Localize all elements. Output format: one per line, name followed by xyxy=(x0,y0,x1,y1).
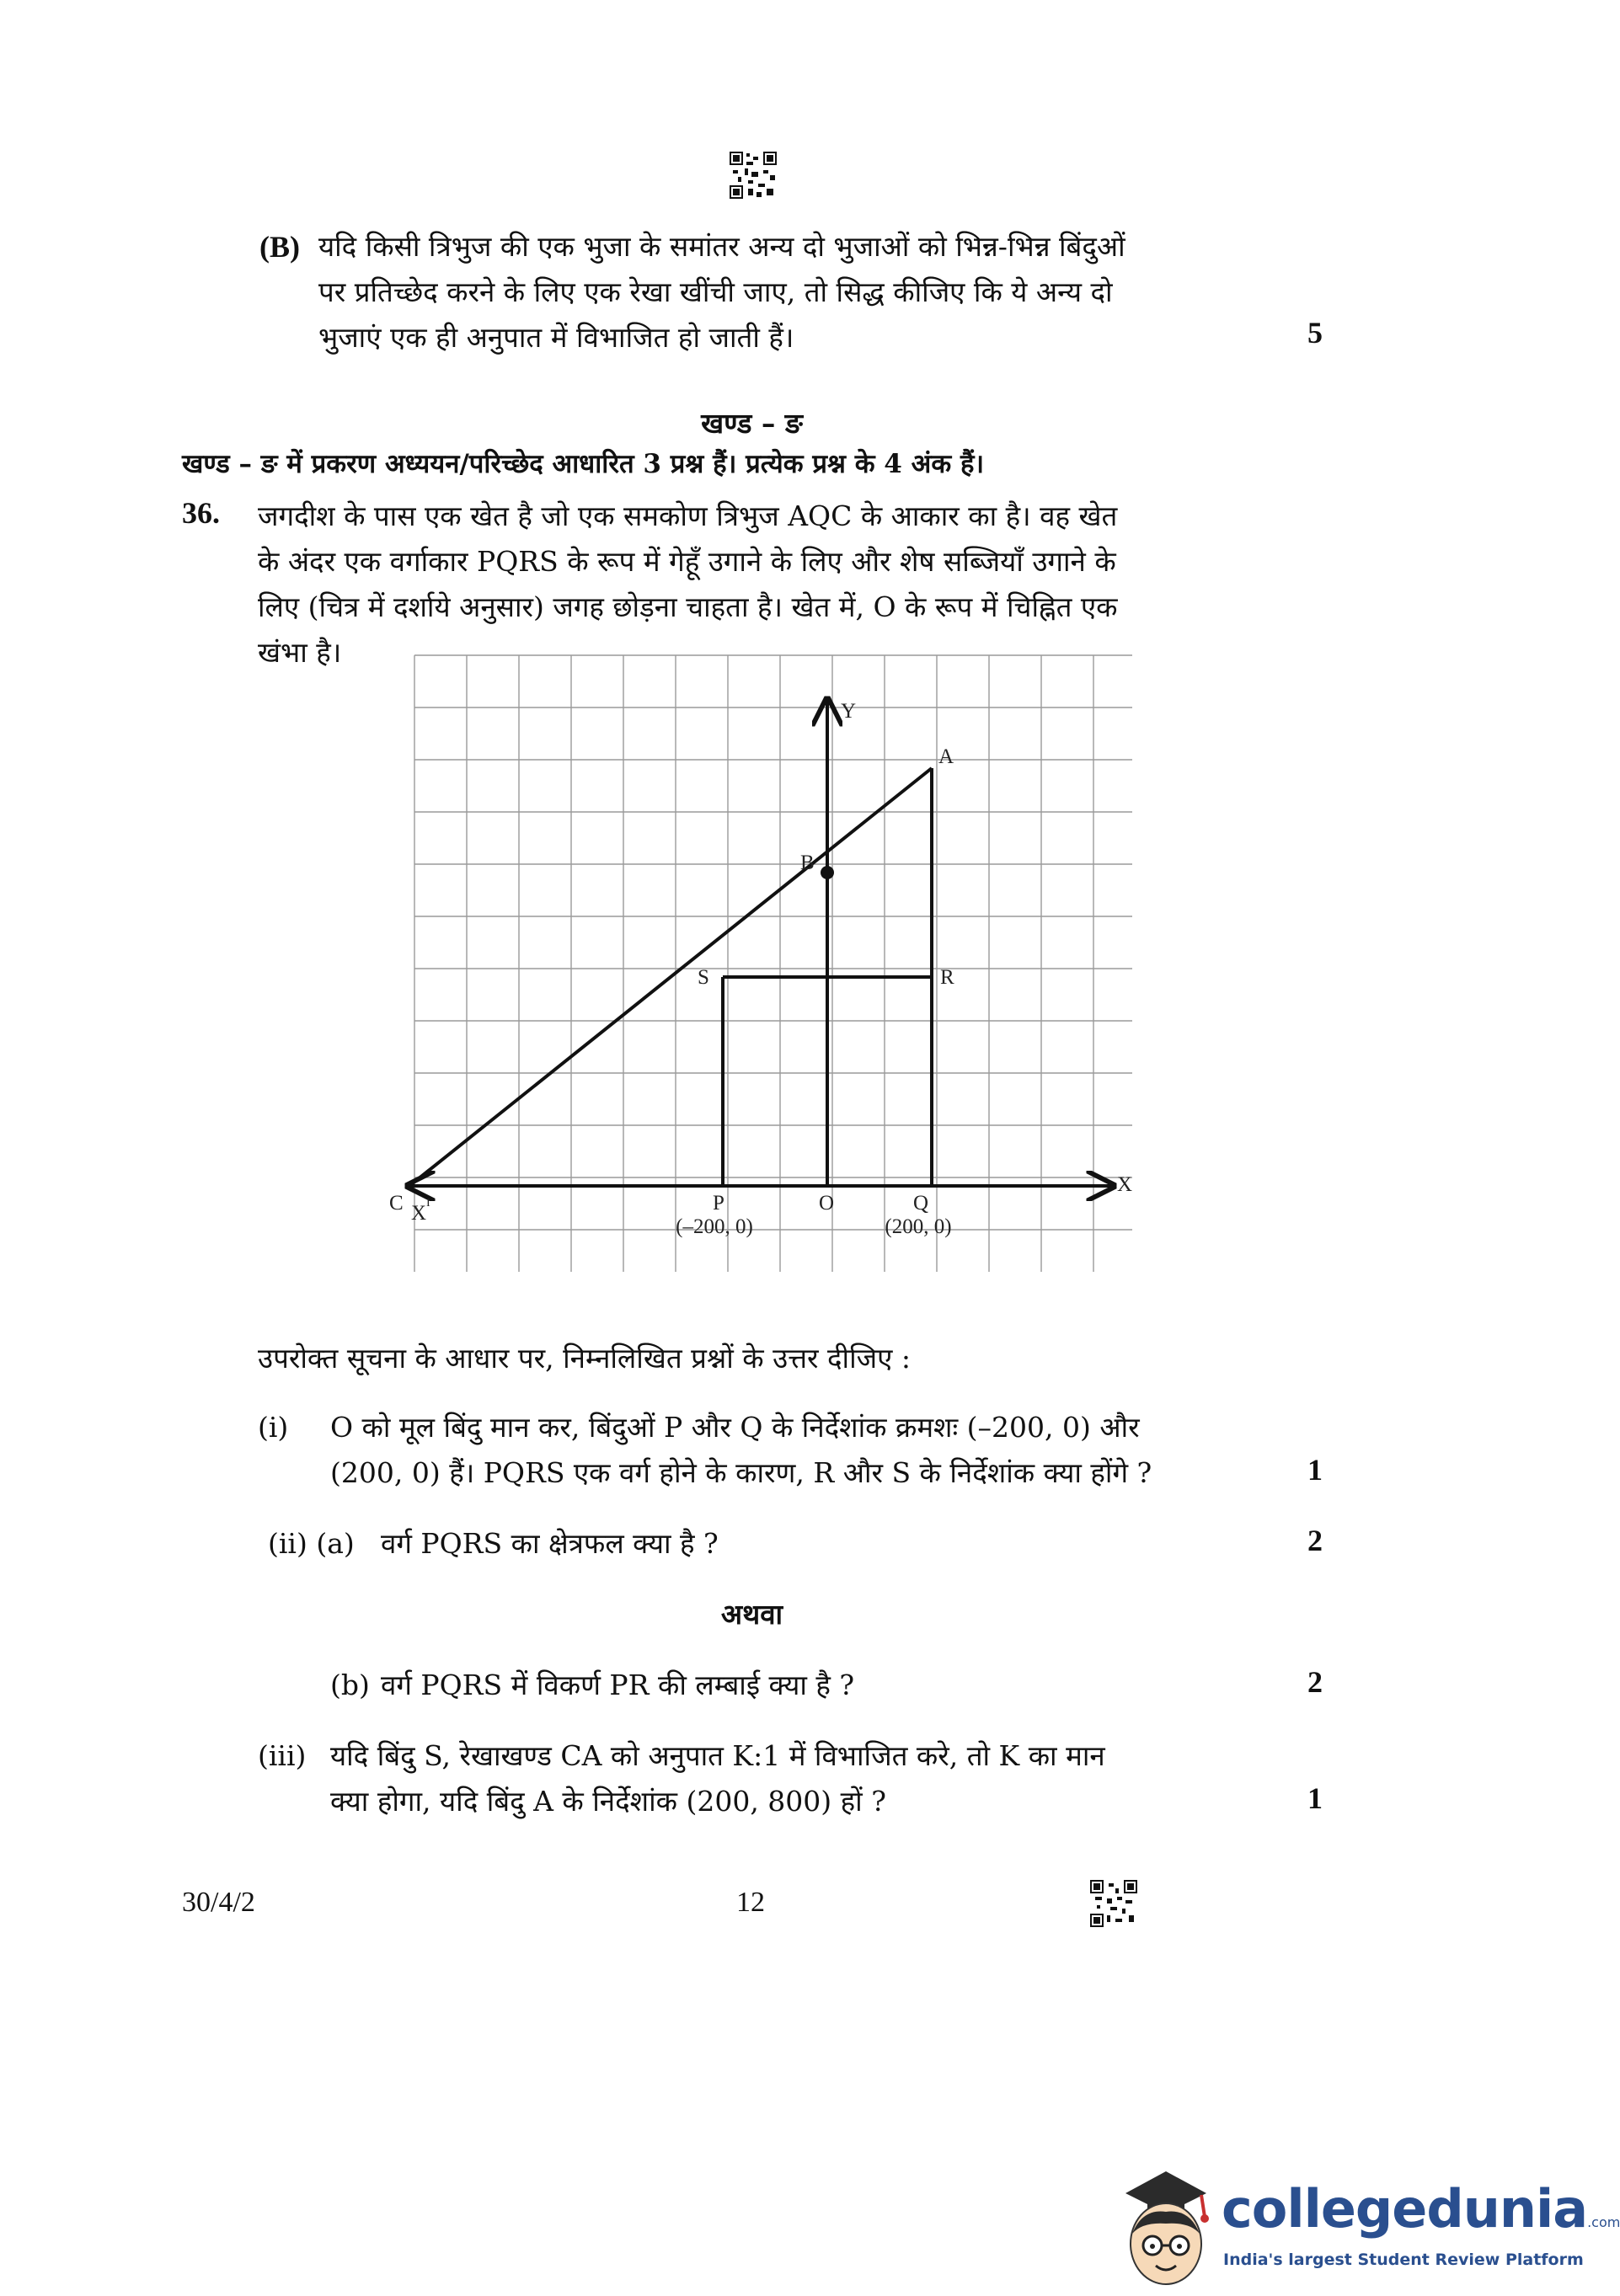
sub-question-i-marks: 1 xyxy=(1307,1453,1323,1487)
sub-question-iii-label: (iii) xyxy=(258,1739,307,1772)
label-a: A xyxy=(938,745,954,768)
brand-suffix: .com xyxy=(1587,2214,1620,2230)
sub-question-i-line: (200, 0) हैं। PQRS एक वर्ग होने के कारण, R और S के निर्देशांक क्या होंगे ? xyxy=(330,1456,1152,1489)
pole-point-b xyxy=(821,866,834,879)
question-number: 36. xyxy=(182,496,220,530)
label-x-prime-mark: I xyxy=(426,1197,430,1209)
part-b-label: (B) xyxy=(259,230,300,264)
instruction-text: उपरोक्त सूचना के आधार पर, निम्नलिखित प्रश्नों के उत्तर दीजिए : xyxy=(258,1342,911,1375)
part-b-line: यदि किसी त्रिभुज की एक भुजा के समांतर अन्य दो भुजाओं को भिन्न-भिन्न बिंदुओं xyxy=(318,230,1125,263)
section-title: खण्ड – ङ xyxy=(701,407,803,440)
sub-question-iii-line: यदि बिंदु S, रेखाखण्ड CA को अनुपात K:1 में विभाजित करे, तो K का मान xyxy=(330,1739,1105,1772)
qr-code-bottom xyxy=(1090,1880,1137,1927)
coordinate-figure xyxy=(389,647,1141,1280)
sub-question-i xyxy=(330,1405,1152,1496)
paper-code: 30/4/2 xyxy=(182,1887,255,1918)
or-separator: अथवा xyxy=(720,1598,783,1631)
label-b: B xyxy=(800,852,815,874)
page-number: 12 xyxy=(736,1887,765,1918)
label-r: R xyxy=(940,966,954,989)
label-p: P xyxy=(713,1192,724,1215)
brand-tagline: India's largest Student Review Platform xyxy=(1223,2251,1584,2269)
label-q: Q xyxy=(913,1192,929,1215)
part-b-marks: 5 xyxy=(1307,316,1323,350)
sub-question-iii-line: क्या होगा, यदि बिंदु A के निर्देशांक (200, 800) हों ? xyxy=(330,1785,886,1818)
part-b-line: भुजाएं एक ही अनुपात में विभाजित हो जाती हैं। xyxy=(318,321,794,354)
grid xyxy=(414,655,1132,1272)
label-y: Y xyxy=(841,700,857,723)
label-s: S xyxy=(698,966,709,989)
part-b-line: पर प्रतिच्छेद करने के लिए एक रेखा खींची जाए, तो सिद्ध कीजिए कि ये अन्य दो xyxy=(318,275,1113,308)
label-o: O xyxy=(819,1192,835,1215)
question-line: लिए (चित्र में दर्शाये अनुसार) जगह छोड़ना चाहता है। खेत में, O के रूप में चिह्नित एक xyxy=(258,590,1118,623)
sub-question-ii-a: वर्ग PQRS का क्षेत्रफल क्या है ? xyxy=(381,1527,719,1560)
sub-question-iii-marks: 1 xyxy=(1307,1781,1323,1815)
qr-code-top xyxy=(730,152,777,199)
question-line: के अंदर एक वर्गाकार PQRS के रूप में गेहूँ उगाने के लिए और शेष सब्जियाँ उगाने के xyxy=(258,545,1116,578)
section-instruction: खण्ड – ङ में प्रकरण अध्ययन/परिच्छेद आधारित 3 प्रश्न हैं। प्रत्येक प्रश्न के 4 अंक हैं। xyxy=(182,449,985,479)
brand-wordmark xyxy=(1222,2178,1620,2240)
question-line: जगदीश के पास एक खेत है जो एक समकोण त्रिभुज AQC के आकार का है। वह खेत xyxy=(258,499,1118,532)
sub-question-ii-b-label: (b) xyxy=(330,1669,370,1701)
label-p-coordinates: (–200, 0) xyxy=(676,1215,753,1238)
question-line: खंभा है। xyxy=(258,636,342,669)
sub-question-ii-b-marks: 2 xyxy=(1307,1665,1323,1699)
mascot-logo xyxy=(1109,2165,1218,2291)
label-x: X xyxy=(1117,1173,1133,1196)
label-c: C xyxy=(389,1192,404,1215)
label-q-coordinates: (200, 0) xyxy=(885,1215,952,1238)
label-x-prime: X xyxy=(411,1202,427,1225)
sub-question-ii-a-label: (ii) (a) xyxy=(268,1527,355,1560)
sub-question-iii xyxy=(330,1733,1105,1824)
sub-question-i-label: (i) xyxy=(258,1411,289,1444)
part-b-text xyxy=(318,224,1125,360)
sub-question-i-line: O को मूल बिंदु मान कर, बिंदुओं P और Q के निर्देशांक क्रमशः (–200, 0) और xyxy=(330,1411,1140,1444)
sub-question-ii-a-marks: 2 xyxy=(1307,1524,1323,1557)
sub-question-ii-b: वर्ग PQRS में विकर्ण PR की लम्बाई क्या है ? xyxy=(381,1669,855,1701)
brand-name: collegedunia xyxy=(1222,2178,1588,2240)
